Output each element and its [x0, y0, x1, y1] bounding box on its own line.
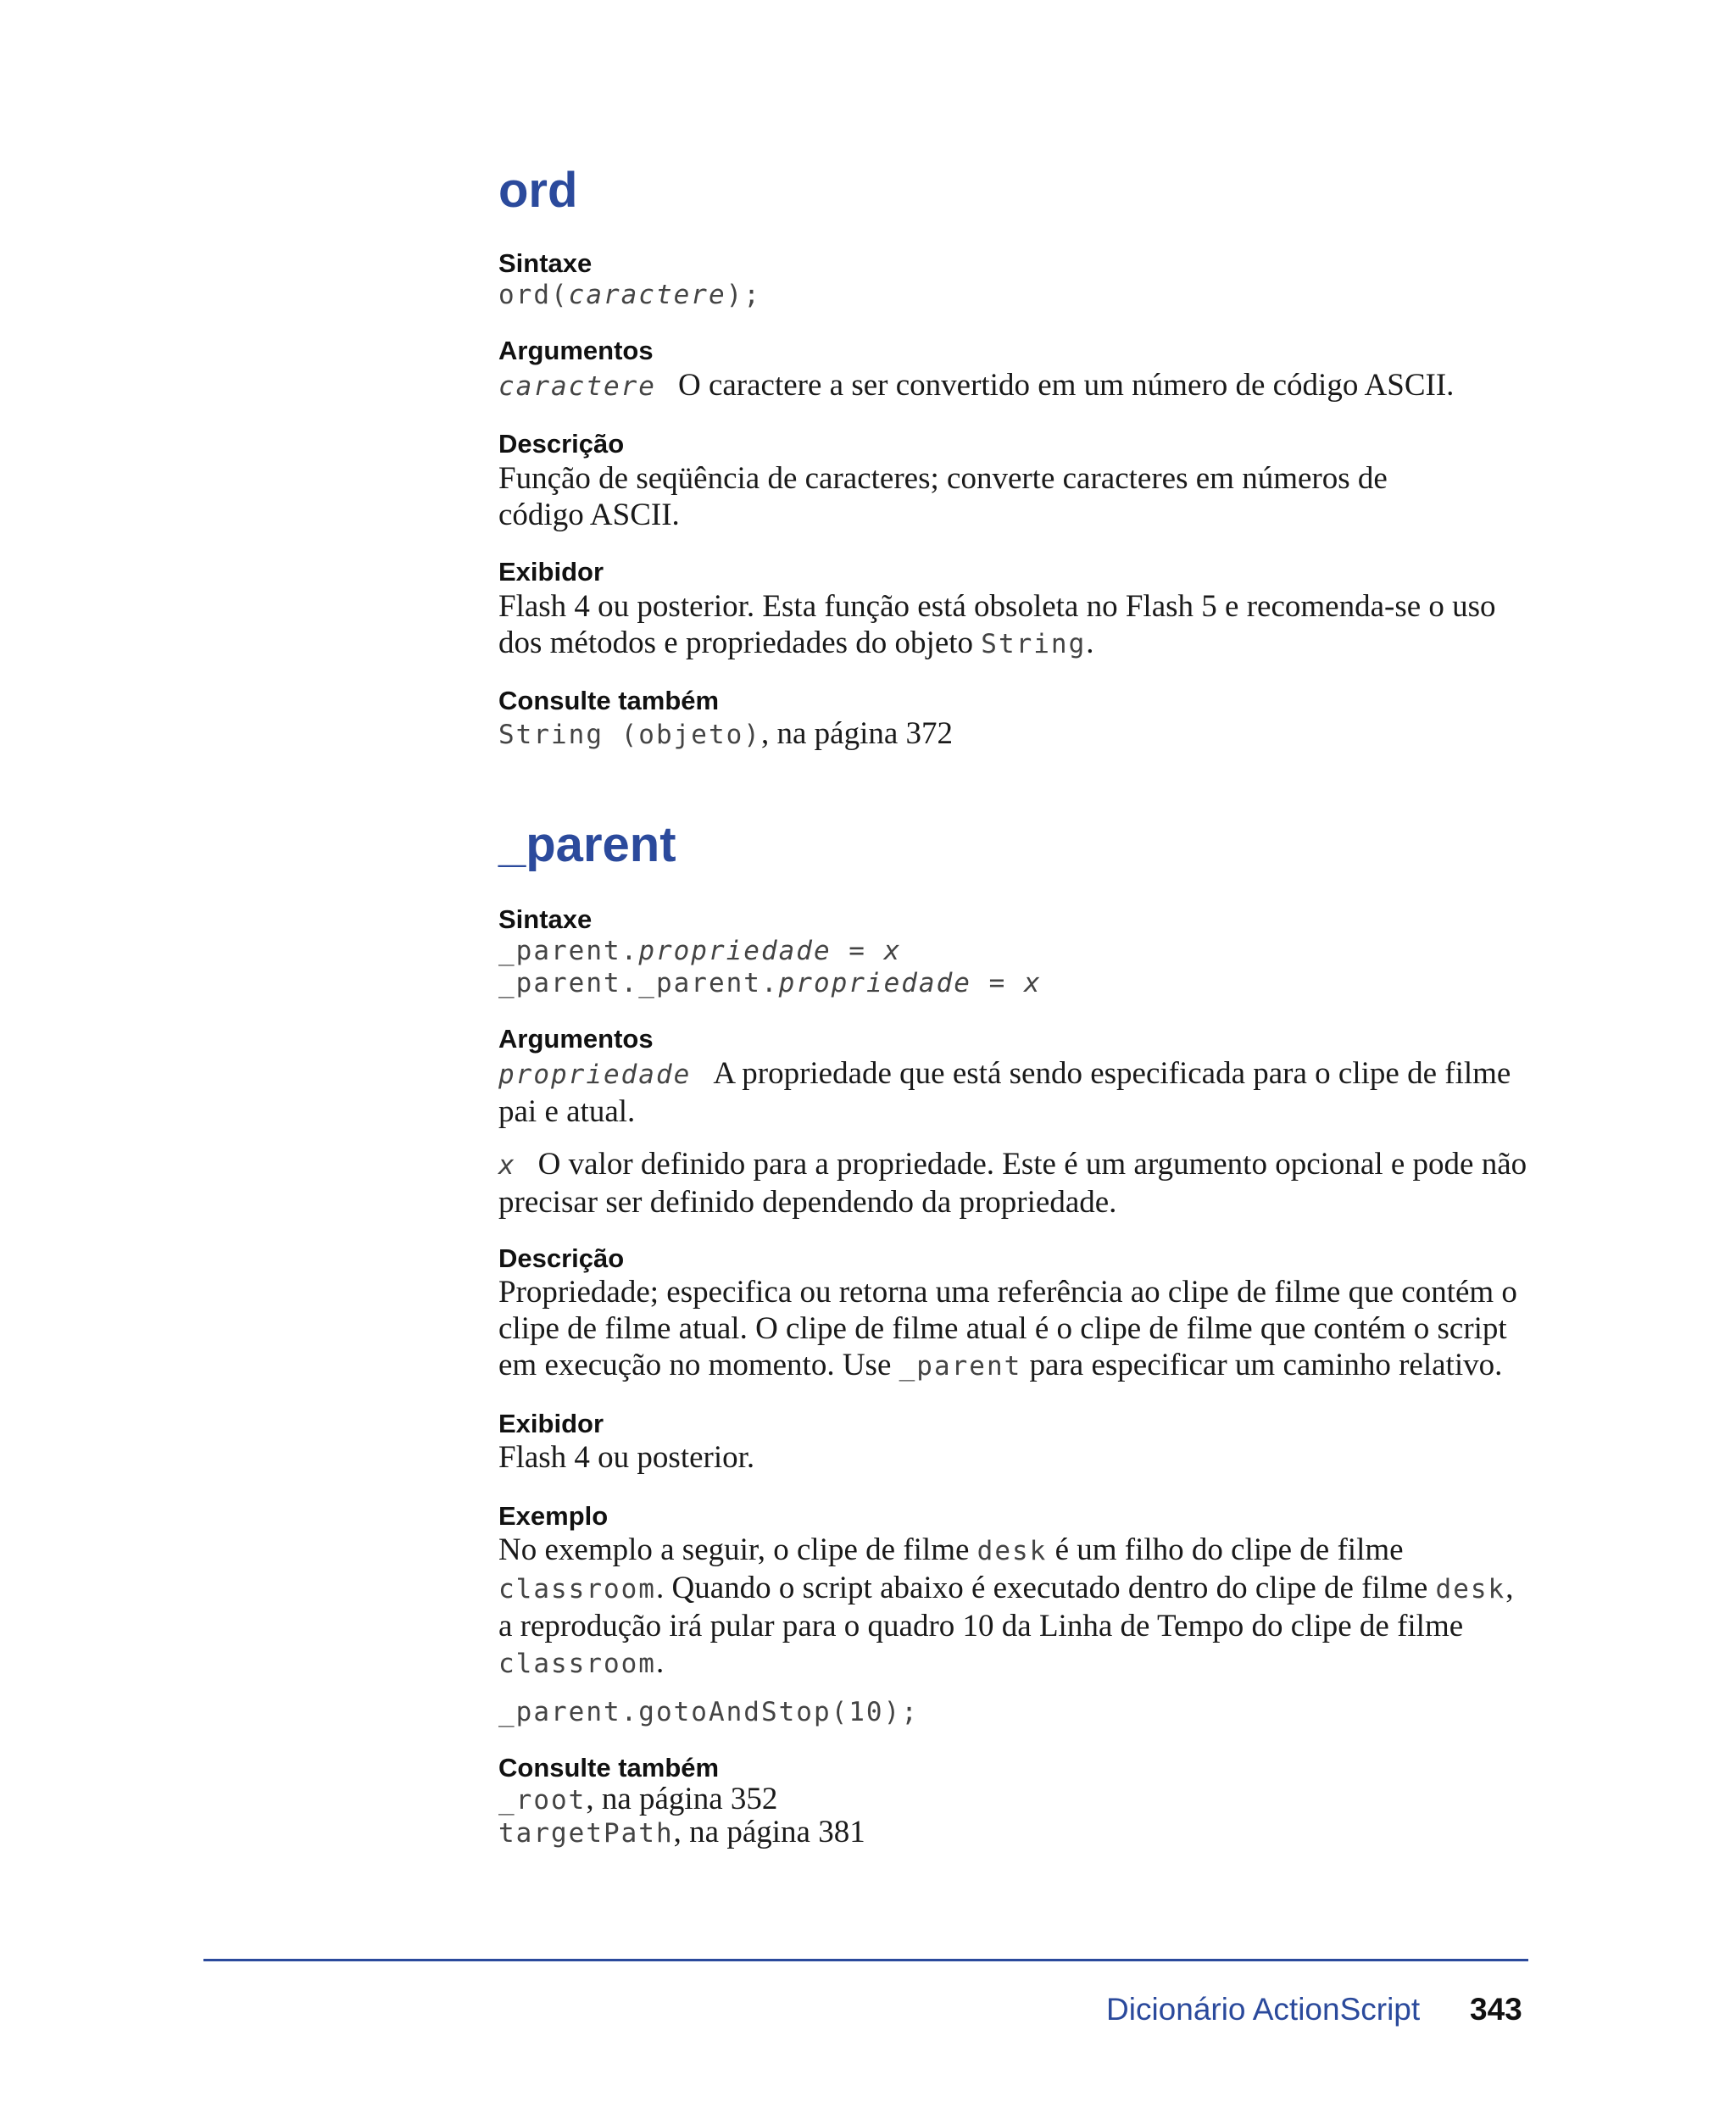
syntax-part: = [831, 936, 884, 966]
description-text [498, 1274, 1528, 1385]
example-code: classroom [498, 1574, 656, 1605]
argument-text: A propriedade que está sendo especificada para o clipe de filme pai e atual. [498, 1056, 1511, 1129]
example-text [498, 1532, 1528, 1682]
syntax-param: propriedade [638, 936, 832, 966]
example-part: , a reprodução irá pular para o quadro 10 da Linha de Tempo do clipe de filme [498, 1571, 1514, 1643]
argument-item [498, 367, 1528, 405]
syntax-heading: Sintaxe [498, 248, 593, 278]
arguments-heading: Argumentos [498, 336, 654, 365]
see-also-heading: Consulte também [498, 1753, 720, 1783]
example-part: . [655, 1645, 665, 1680]
example-code: desk [976, 1536, 1048, 1566]
description-text: Função de seqüência de caracteres; converte caracteres em números de código ASCII. [498, 461, 1388, 532]
arguments-heading: Argumentos [498, 1024, 654, 1054]
argument-item [498, 1146, 1528, 1221]
argument-text: O valor definido para a propriedade. Este é um argumento opcional e pode não precisar ser definido dependendo da propriedade. [498, 1147, 1527, 1220]
footer-rule [203, 1959, 1528, 1961]
argument-text: O caractere a ser convertido em um número de código ASCII. [677, 368, 1455, 403]
syntax-part: _parent._parent. [498, 968, 779, 998]
argument-item [498, 1055, 1528, 1130]
entry-title-parent: _parent [498, 817, 676, 872]
syntax-code [498, 282, 761, 309]
argument-name: propriedade [498, 1060, 692, 1090]
player-heading: Exibidor [498, 1409, 604, 1438]
syntax-param: caractere [568, 280, 726, 310]
see-also-code: String (objeto) [498, 720, 761, 750]
example-code: classroom [498, 1649, 656, 1679]
argument-name: caractere [498, 371, 656, 402]
description-code: _parent [899, 1351, 1022, 1382]
example-part: é um filho do clipe de filme [1047, 1532, 1404, 1567]
example-heading: Exemplo [498, 1501, 609, 1531]
see-also-code: targetPath [498, 1818, 674, 1849]
syntax-part: _parent. [498, 936, 639, 966]
see-also-item [498, 1814, 1528, 1852]
see-also-text: , na página 372 [760, 716, 954, 751]
see-also-item [498, 715, 1528, 754]
description-heading: Descrição [498, 1243, 625, 1273]
description-heading: Descrição [498, 429, 625, 459]
see-also-text: , na página 352 [586, 1782, 778, 1816]
see-also-code: _root [498, 1785, 587, 1816]
argument-name: x [498, 1150, 516, 1181]
description-part: Propriedade; especifica ou retorna uma referência ao clipe de filme que contém o clipe de filme atual. O clipe de filme atual é o clipe de filme que contém o script em execução no momento. Use [498, 1275, 1517, 1382]
syntax-fn: ord( [498, 280, 569, 310]
syntax-param: x [1023, 968, 1042, 998]
description-part: para especificar um caminho relativo. [1021, 1348, 1503, 1382]
player-text-pre: Flash 4 ou posterior. Esta função está obsoleta no Flash 5 e recomenda-se o uso dos métodos e propriedades do objeto [498, 589, 1496, 660]
entry-title-ord: ord [498, 163, 578, 218]
player-text [498, 588, 1528, 663]
syntax-param: x [883, 936, 902, 966]
player-code: String [981, 629, 1087, 659]
syntax-close: ); [726, 280, 761, 310]
syntax-param: propriedade [778, 968, 971, 998]
example-code: desk [1435, 1574, 1506, 1605]
player-text-post: . [1086, 626, 1094, 660]
example-code-block: _parent.gotoAndStop(10); [498, 1697, 919, 1727]
see-also-text: , na página 381 [673, 1815, 865, 1849]
syntax-part: = [971, 968, 1024, 998]
example-part: . Quando o script abaixo é executado dentro do clipe de filme [655, 1571, 1436, 1605]
syntax-code-line [498, 938, 901, 965]
footer-section-title: Dicionário ActionScript [1106, 1992, 1421, 2027]
syntax-heading: Sintaxe [498, 904, 593, 934]
player-heading: Exibidor [498, 557, 604, 587]
see-also-heading: Consulte também [498, 686, 720, 715]
example-part: No exemplo a seguir, o clipe de filme [498, 1532, 977, 1567]
page-number: 343 [1470, 1992, 1522, 2027]
syntax-code-line [498, 968, 1042, 998]
player-text: Flash 4 ou posterior. [498, 1440, 755, 1475]
